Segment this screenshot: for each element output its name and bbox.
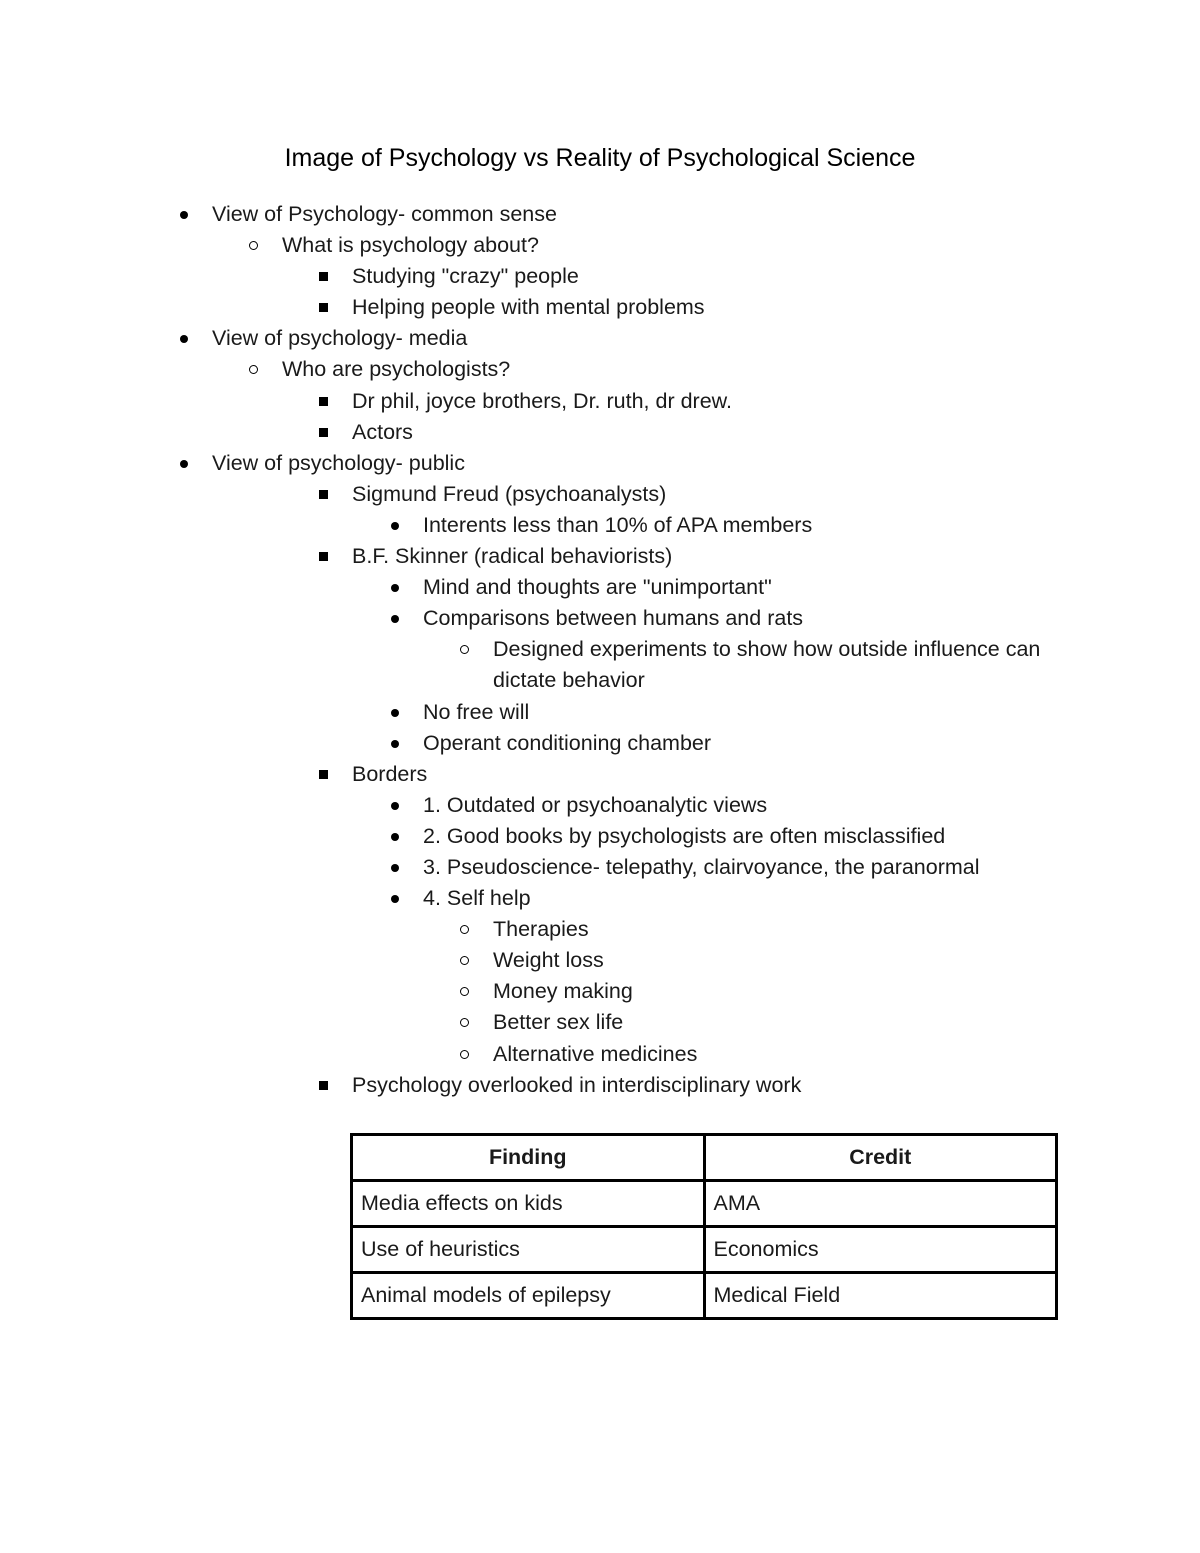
outline-item xyxy=(0,510,1200,541)
outline-item-text: Operant conditioning chamber xyxy=(423,730,712,755)
table-row xyxy=(352,1181,1057,1227)
outline-item-text: Psychology overlooked in interdisciplinary work xyxy=(352,1072,802,1097)
column-header-credit: Credit xyxy=(704,1135,1057,1181)
outline-item-text: 1. Outdated or psychoanalytic views xyxy=(423,792,768,817)
outline-item-text: No free will xyxy=(423,699,530,724)
outline-item xyxy=(0,417,1200,448)
outline-item-text: Therapies xyxy=(493,917,589,942)
notes-outline xyxy=(0,199,1200,1101)
outline-item-text: View of psychology- media xyxy=(212,326,468,351)
outline-item-text: Borders xyxy=(352,761,428,786)
outline-item xyxy=(0,1070,1200,1101)
outline-item-text: Better sex life xyxy=(493,1010,624,1035)
outline-item-text: Designed experiments to show how outside influence can dictate behavior xyxy=(493,637,1041,693)
page-title: Image of Psychology vs Reality of Psychological Science xyxy=(284,144,916,172)
finding-cell: Animal models of epilepsy xyxy=(352,1273,705,1319)
outline-item-text: Sigmund Freud (psychoanalysts) xyxy=(352,481,667,506)
outline-item xyxy=(0,448,1200,479)
findings-table xyxy=(350,1133,1058,1320)
outline-item xyxy=(0,386,1200,417)
outline-item xyxy=(0,634,1200,696)
outline-item-text: Dr phil, joyce brothers, Dr. ruth, dr drew. xyxy=(352,388,732,413)
finding-cell: Media effects on kids xyxy=(352,1181,705,1227)
outline-item-text: Mind and thoughts are "unimportant" xyxy=(423,575,772,600)
table-row xyxy=(352,1273,1057,1319)
credit-cell: Economics xyxy=(704,1227,1057,1273)
outline-item xyxy=(0,852,1200,883)
outline-item xyxy=(0,572,1200,603)
outline-item-text: Helping people with mental problems xyxy=(352,295,705,320)
outline-item xyxy=(0,479,1200,510)
outline-item-text: Interents less than 10% of APA members xyxy=(423,512,813,537)
outline-item xyxy=(0,292,1200,323)
outline-item-text: Actors xyxy=(352,419,413,444)
outline-item xyxy=(0,728,1200,759)
outline-item-text: 3. Pseudoscience- telepathy, clairvoyance, the paranormal xyxy=(423,854,980,879)
outline-item xyxy=(0,541,1200,572)
outline-item-text: Who are psychologists? xyxy=(282,357,511,382)
outline-item xyxy=(0,697,1200,728)
outline-item xyxy=(0,945,1200,976)
outline-item xyxy=(0,230,1200,261)
outline-item xyxy=(0,883,1200,914)
outline-item xyxy=(0,1007,1200,1038)
credit-cell: AMA xyxy=(704,1181,1057,1227)
column-header-finding: Finding xyxy=(352,1135,705,1181)
outline-item-text: Money making xyxy=(493,979,633,1004)
outline-item xyxy=(0,976,1200,1007)
outline-item-text: 4. Self help xyxy=(423,886,531,911)
outline-item-text: What is psychology about? xyxy=(282,233,539,258)
outline-item-text: View of psychology- public xyxy=(212,450,465,475)
outline-item-text: Alternative medicines xyxy=(493,1041,698,1066)
outline-item-text: 2. Good books by psychologists are often misclassified xyxy=(423,823,946,848)
outline-item-text: Comparisons between humans and rats xyxy=(423,606,804,631)
outline-item xyxy=(0,199,1200,230)
outline-item xyxy=(0,821,1200,852)
outline-item xyxy=(0,914,1200,945)
outline-item-text: View of Psychology- common sense xyxy=(212,202,557,226)
outline-item xyxy=(0,261,1200,292)
outline-item xyxy=(0,603,1200,634)
outline-item-text: B.F. Skinner (radical behaviorists) xyxy=(352,544,673,569)
outline-item xyxy=(0,790,1200,821)
table-row xyxy=(352,1227,1057,1273)
table-header-row xyxy=(352,1135,1057,1181)
finding-cell: Use of heuristics xyxy=(352,1227,705,1273)
outline-item xyxy=(0,759,1200,790)
credit-cell: Medical Field xyxy=(704,1273,1057,1319)
outline-item xyxy=(0,323,1200,354)
outline-item xyxy=(0,354,1200,385)
outline-item-text: Weight loss xyxy=(493,948,604,973)
outline-item-text: Studying "crazy" people xyxy=(352,264,579,289)
outline-item xyxy=(0,1039,1200,1070)
